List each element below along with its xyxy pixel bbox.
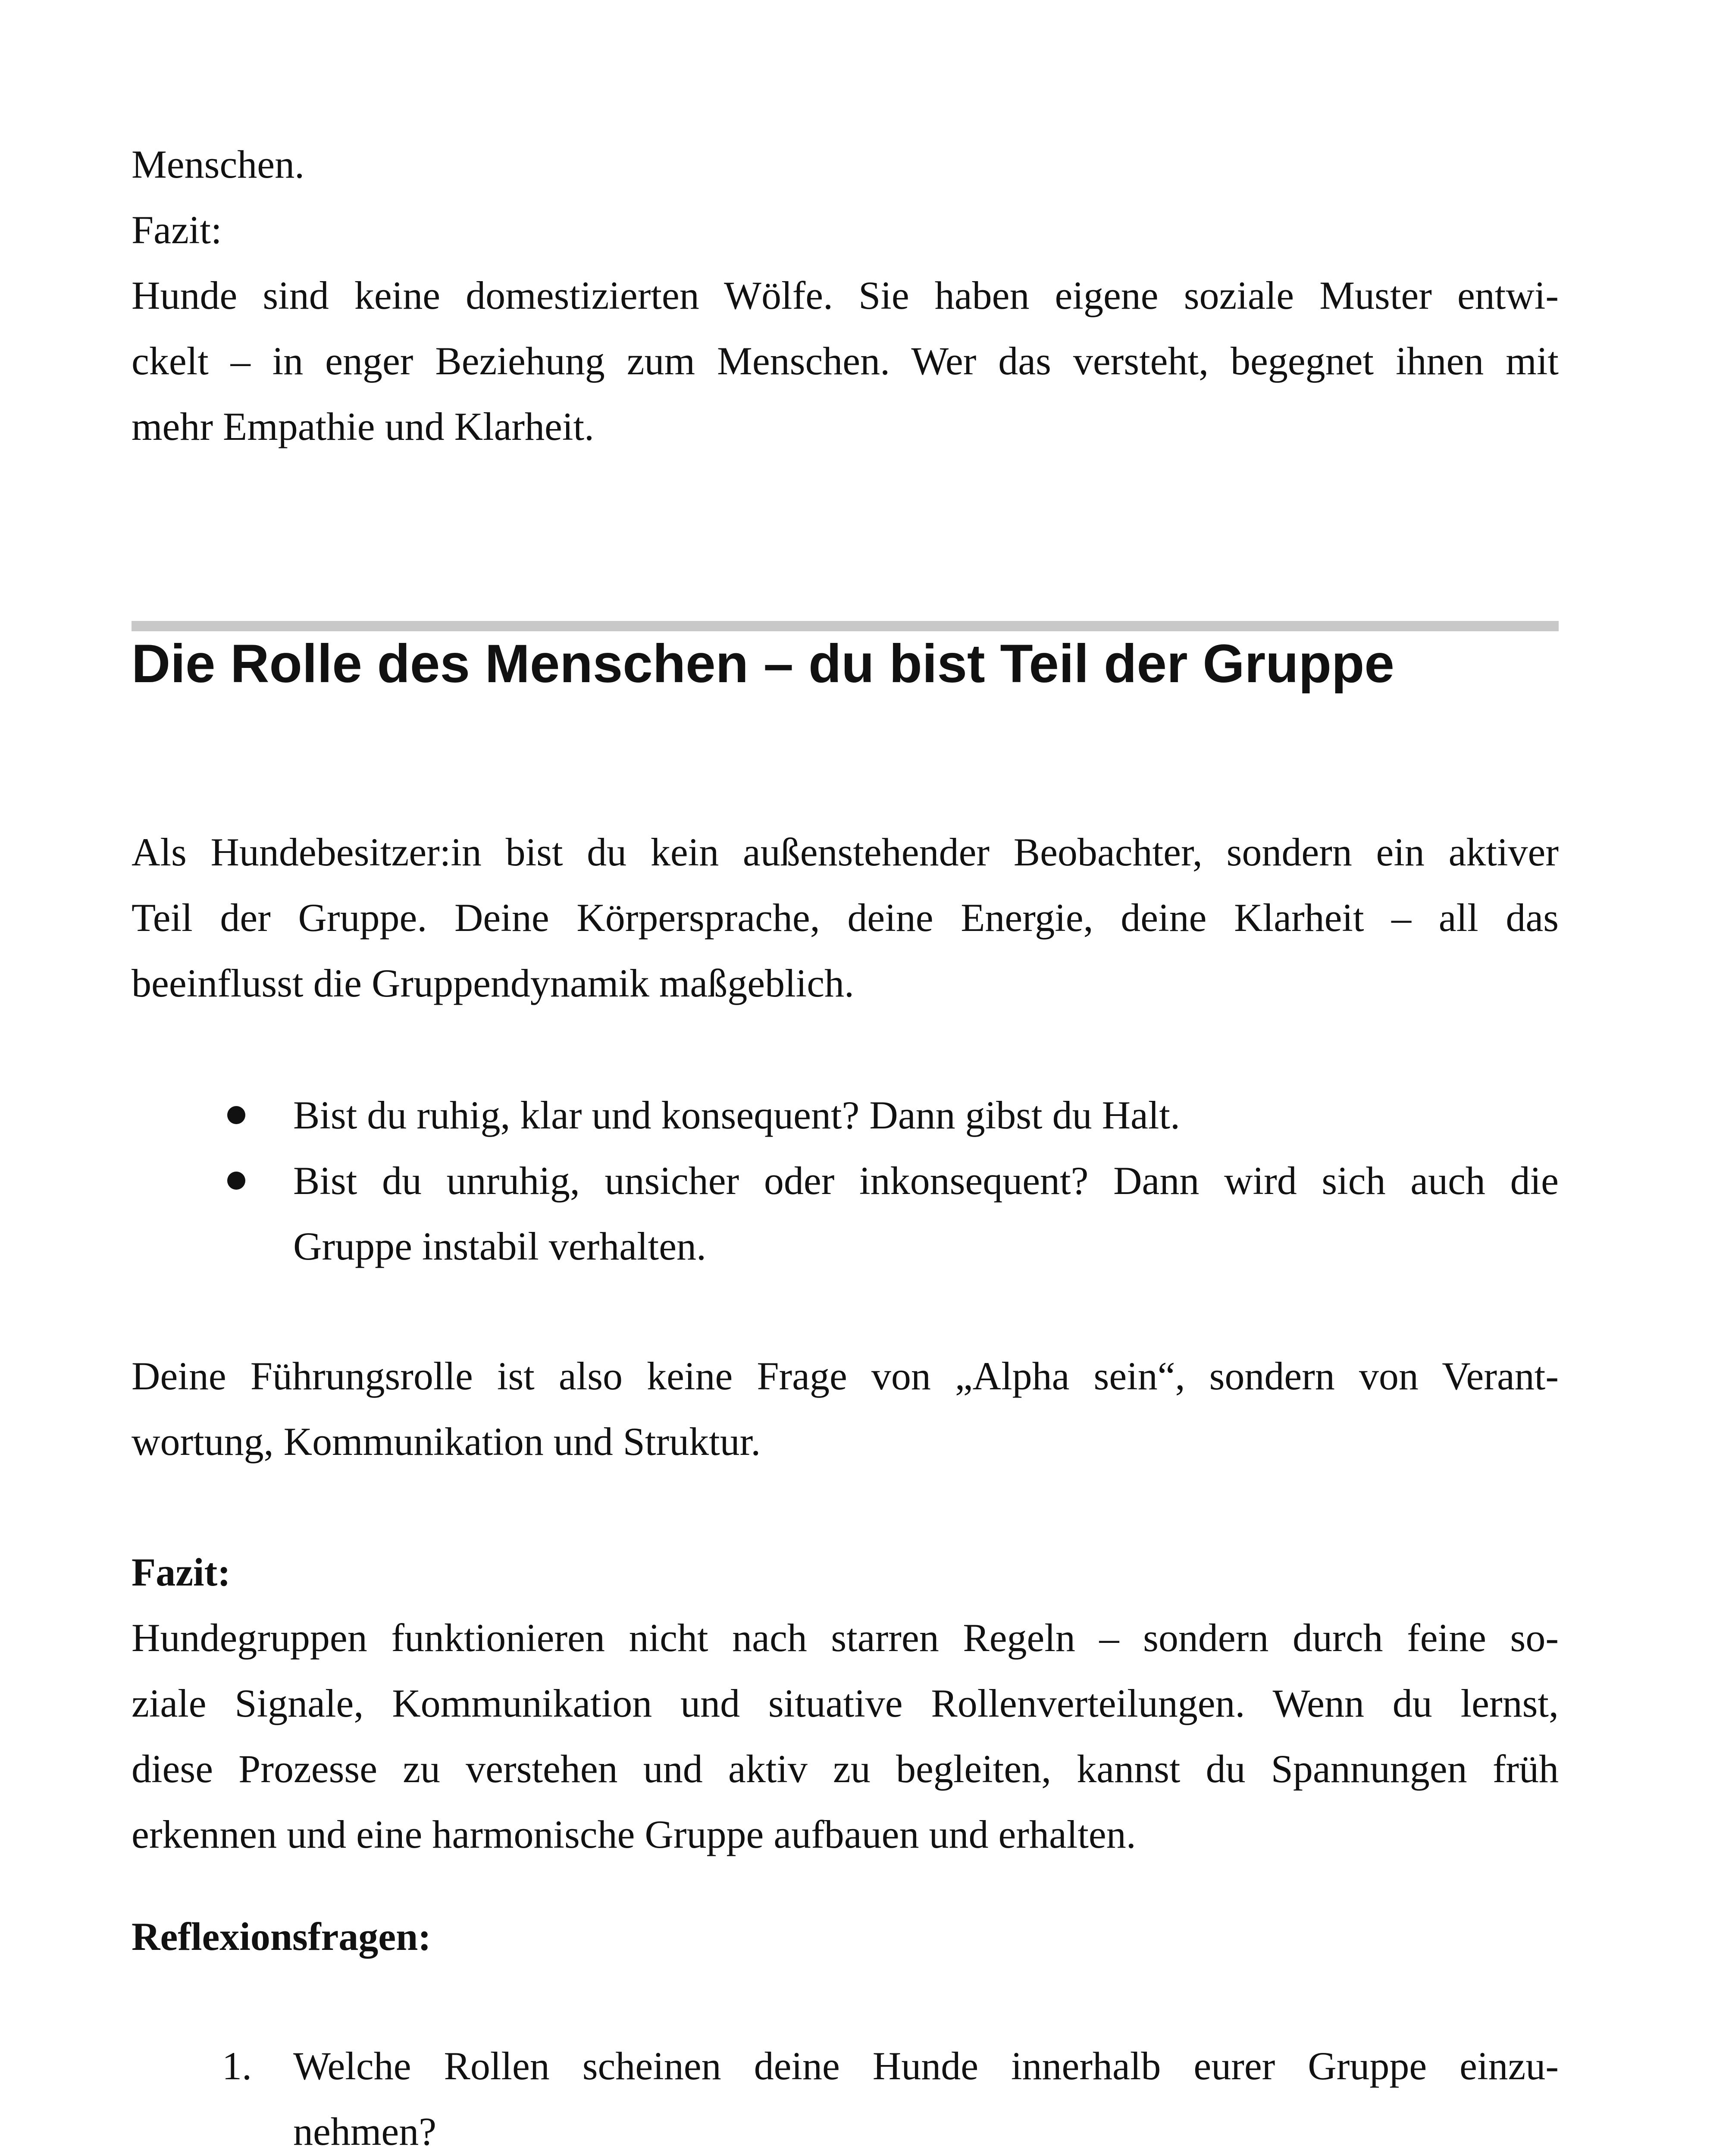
list-item-text: Bist du unruhig, unsicher oder inkonsequent? Dann wird sich auch die [293, 1159, 1559, 1203]
fazit-line: ziale Signale, Kommunikation und situative Rollenverteilungen. Wenn du lernst, [132, 1681, 1559, 1725]
list-item-text: Bist du ruhig, klar und konsequent? Dann gibst du Halt. [293, 1093, 1180, 1137]
intro-text-line: mehr Empathie und Klarheit. [132, 404, 595, 448]
fazit-label: Fazit: [132, 1550, 231, 1594]
paragraph-line: beeinflusst die Gruppendynamik maßgeblich. [132, 961, 855, 1005]
paragraph-leadership [132, 1343, 1559, 1474]
bullet-icon [227, 1172, 245, 1190]
list-item [132, 1148, 1559, 1279]
fazit-block [132, 1539, 1559, 1867]
list-item [132, 1082, 1559, 1148]
reflexion-label: Reflexionsfragen: [132, 1915, 431, 1959]
list-number: 1. [222, 2044, 252, 2088]
paragraph-role-of-owner [132, 819, 1559, 1016]
bullet-icon [227, 1106, 245, 1124]
intro-block [132, 132, 1559, 459]
intro-continuation: Menschen. [132, 142, 305, 186]
paragraph-line: Als Hundebesitzer:in bist du kein außenstehender Beobachter, sondern ein aktiver [132, 830, 1559, 874]
paragraph-line: wortung, Kommunikation und Struktur. [132, 1420, 761, 1463]
fazit-line: Hundegruppen funktionieren nicht nach starren Regeln – sondern durch feine so- [132, 1616, 1559, 1660]
question-list [132, 2033, 1559, 2156]
question-text: Welche Rollen scheinen deine Hunde innerhalb eurer Gruppe einzu- [293, 2044, 1559, 2088]
bullet-list [132, 1082, 1559, 1279]
intro-fazit-label: Fazit: [132, 208, 222, 252]
intro-text-line: Hunde sind keine domestizierten Wölfe. Sie haben eigene soziale Muster entwi- [132, 273, 1559, 317]
paragraph-line: Deine Führungsrolle ist also keine Frage von „Alpha sein“, sondern von Verant- [132, 1354, 1559, 1398]
list-item [132, 2033, 1559, 2156]
question-text: nehmen? [293, 2109, 437, 2153]
intro-text-line: ckelt – in enger Beziehung zum Menschen. Wer das versteht, begegnet ihnen mit [132, 339, 1559, 383]
fazit-line: diese Prozesse zu verstehen und aktiv zu begleiten, kannst du Spannungen früh [132, 1747, 1559, 1791]
section-heading: Die Rolle des Menschen – du bist Teil der Gruppe [132, 634, 1394, 694]
paragraph-line: Teil der Gruppe. Deine Körpersprache, deine Energie, deine Klarheit – all das [132, 896, 1559, 940]
list-item-text: Gruppe instabil verhalten. [293, 1224, 707, 1268]
fazit-line: erkennen und eine harmonische Gruppe aufbauen und erhalten. [132, 1812, 1136, 1856]
